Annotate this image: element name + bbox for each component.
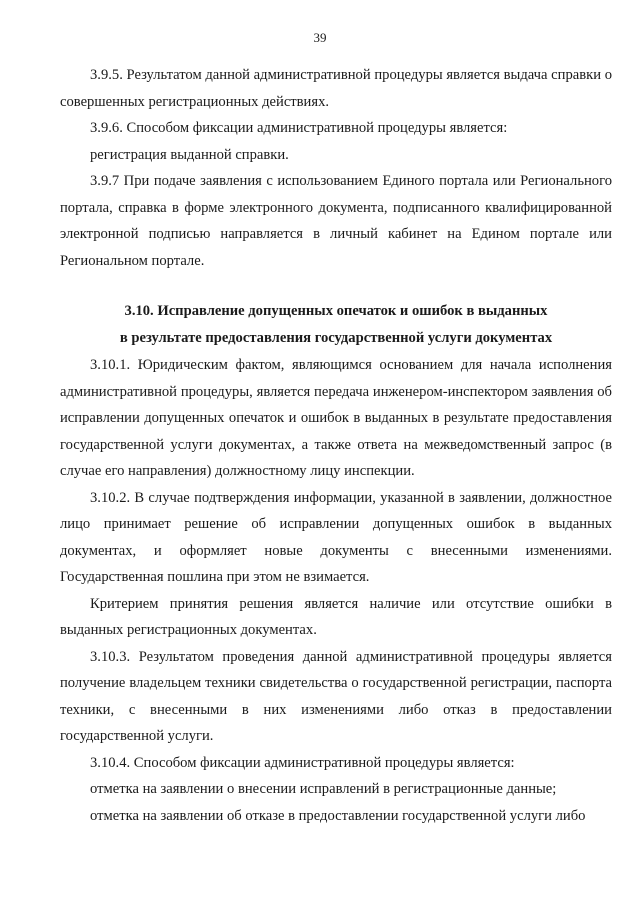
paragraph-3-9-5: 3.9.5. Результатом данной административной процедуры является выдача справки о совершенных регистрационных действиях. [60, 67, 612, 110]
paragraph-3-10-1: 3.10.1. Юридическим фактом, являющимся основанием для начала исполнения административной процедуры, является передача инженером-инспектором заявления об исправлении допущенных опечаток и ошибок в выданных в результате предоставления государственной услуги документах, а также ответа на межведомственный запрос (в случае его направления) должностному лицу инспекции. [60, 357, 612, 479]
section-spacer [60, 274, 612, 298]
section-heading-line-2: в результате предоставления государственной услуги документах [119, 330, 553, 346]
paragraph-3-9-6: 3.9.6. Способом фиксации административной процедуры является: [90, 120, 508, 136]
paragraph-3-10-2: 3.10.2. В случае подтверждения информации, указанной в заявлении, должностное лицо принимает решение об исправлении допущенных ошибок в выданных документах, и оформляет новые документы с внесенными изменениями. Государственная пошлина при этом не взимается. [60, 489, 612, 585]
page-number: 39 [313, 30, 327, 45]
section-heading-line-1: 3.10. Исправление допущенных опечаток и ошибок в выданных [124, 303, 548, 319]
paragraph-3-10-4-item-1: отметка на заявлении о внесении исправлений в регистрационные данные; [90, 781, 557, 797]
paragraph-3-9-7: 3.9.7 При подаче заявления с использованием Единого портала или Регионального портала, справка в форме электронного документа, подписанного квалифицированной электронной подписью направляется в личный кабинет на Едином портале или Региональном портале. [60, 173, 612, 269]
paragraph-3-9-6-item: регистрация выданной справки. [90, 146, 289, 163]
paragraph-criterion: Критерием принятия решения является наличие или отсутствие ошибки в выданных регистрационных документах. [60, 595, 612, 638]
paragraph-3-10-3: 3.10.3. Результатом проведения данной административной процедуры является получение владельцем техники свидетельства о государственной регистрации, паспорта техники, с внесенными в них изменениями либо отказ в предоставлении государственной услуги. [60, 648, 612, 744]
document-body [60, 62, 612, 829]
paragraph-3-10-4: 3.10.4. Способом фиксации административной процедуры является: [90, 754, 515, 771]
paragraph-3-10-4-item-2: отметка на заявлении об отказе в предоставлении государственной услуги либо [90, 807, 586, 824]
